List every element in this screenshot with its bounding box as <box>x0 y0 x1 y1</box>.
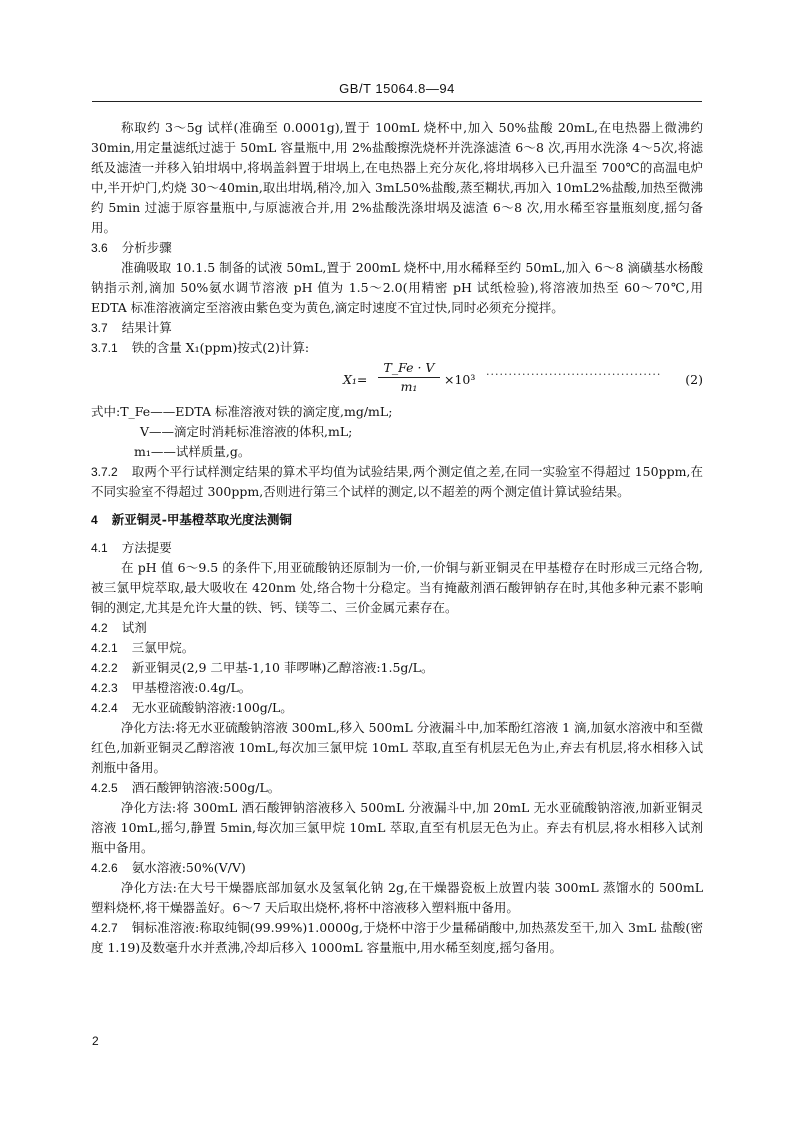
formula-numerator: T_Fe · V <box>383 360 435 375</box>
formula-leader-dots: ······································· <box>486 368 662 381</box>
definition-text: T_Fe——EDTA 标准溶液对铁的滴定度,mg/mL; <box>120 404 393 419</box>
section-3-6-heading <box>91 238 703 258</box>
section-number: 3.7 <box>91 321 108 335</box>
paragraph-method-summary: 在 pH 值 6～9.5 的条件下,用亚硫酸钠还原制为一价,一价铜与新亚铜灵在甲基橙存在时形成三元络合物,被三氯甲烷萃取,最大吸收在 420nm 处,络合物十分稳定。当有掩蔽剂酒石酸钾钠存在时,其他多种元素不影响铜的测定,尤其是允许大量的铁、钙、镁等二、三价金属元素存在。 <box>91 560 703 615</box>
section-number: 4.2 <box>91 621 108 635</box>
formula-definitions <box>91 402 703 462</box>
formula-denominator: m₁ <box>400 379 418 394</box>
section-4-2-4 <box>91 698 703 718</box>
section-text: 氨水溶液:50%(V/V) <box>131 860 246 875</box>
section-title: 方法提要 <box>121 540 172 555</box>
section-number: 4.2.3 <box>91 681 118 695</box>
definition-v: V——滴定时消耗标准溶液的体积,mL; <box>140 424 353 439</box>
section-text: 取两个平行试样测定结果的算术平均值为试验结果,两个测定值之差,在同一实验室不得超过 150ppm,在不同实验室不得超过 300ppm,否则进行第三个试样的测定,以不超差的两个测定值计算试验结果。 <box>91 464 703 499</box>
paragraph-purification-ammonia: 净化方法:在大号干燥器底部加氨水及氢氧化钠 2g,在干燥器瓷板上放置内装 300mL 蒸馏水的 500mL 塑料烧杯,将干燥器盖好。6～7 天后取出烧杯,将杯中溶液移入塑料瓶中备用。 <box>91 880 703 915</box>
section-title: 结果计算 <box>121 320 172 335</box>
section-number: 4.2.4 <box>91 701 118 715</box>
formula-2 <box>91 360 703 400</box>
section-4-2-5 <box>91 778 703 798</box>
section-number: 4.2.1 <box>91 641 118 655</box>
section-text: 甲基橙溶液:0.4g/L。 <box>131 680 252 695</box>
section-4-1-heading <box>91 538 703 558</box>
section-text: 铁的含量 X₁(ppm)按式(2)计算: <box>131 340 310 355</box>
section-number: 4 <box>91 513 98 527</box>
paragraph-sample-prep: 称取约 3～5g 试样(准确至 0.0001g),置于 100mL 烧杯中,加入 50%盐酸 20mL,在电热器上微沸约 30min,用定量滤纸过滤于 50mL 容量瓶中,用 2%盐酸擦洗烧杯并洗涤滤渣 6～8 次,再用水洗涤 4～5次,将滤纸及滤渣一并移入铂坩埚中,将埚盖斜置于坩埚上,在电热器上充分灰化,将坩埚移入已升温至 700℃的高温电炉中,半开炉门,灼烧 30～40min,取出坩埚,稍冷,加入 3mL50%盐酸,蒸至糊状,再加入 10mL2%盐酸,加热至微沸约 5min 过滤于原容量瓶中,与原滤液合并,用 2%盐酸洗涤坩埚及滤渣 6～8 次,用水稀至容量瓶刻度,摇匀备用。 <box>91 120 703 235</box>
section-text: 三氯甲烷。 <box>131 640 195 655</box>
paragraph-purification-tartrate: 净化方法:将 300mL 酒石酸钾钠溶液移入 500mL 分液漏斗中,加 20mL 无水亚硫酸钠溶液,加新亚铜灵溶液 10mL,摇匀,静置 5min,每次加三氯甲烷 10mL 萃取,直至有机层无色为止。弃去有机层,将水相移入试剂瓶中备用。 <box>91 800 703 855</box>
section-4-2-6 <box>91 858 703 878</box>
formula-fraction <box>374 360 444 395</box>
section-number: 4.1 <box>91 541 108 555</box>
section-number: 4.2.6 <box>91 861 118 875</box>
page-header: GB/T 15064.8—94 <box>339 81 455 96</box>
formula-number: (2) <box>685 372 703 387</box>
section-text: 无水亚硫酸钠溶液:100g/L。 <box>131 700 293 715</box>
paragraph-purification-sulfite: 净化方法:将无水亚硫酸钠溶液 300mL,移入 500mL 分液漏斗中,加苯酚红溶液 1 滴,加氨水溶液中和至微红色,加新亚铜灵乙醇溶液 10mL,每次加三氯甲烷 10mL 萃取,直至有机层无色为止,弃去有机层,将水相移入试剂瓶中备用。 <box>91 720 703 775</box>
section-title: 新亚铜灵-甲基橙萃取光度法测铜 <box>111 512 292 527</box>
section-3-7-2 <box>91 462 703 502</box>
section-number: 3.7.1 <box>91 341 118 355</box>
section-title: 试剂 <box>121 620 147 635</box>
section-text: 酒石酸钾钠溶液:500g/L。 <box>131 780 281 795</box>
formula-multiplier: ×10³ <box>444 372 476 387</box>
section-4-2-heading <box>91 618 703 638</box>
section-4-2-2 <box>91 658 703 678</box>
section-number: 4.2.7 <box>91 921 118 935</box>
section-number: 4.2.2 <box>91 661 118 675</box>
document-body <box>91 118 703 958</box>
section-text: 新亚铜灵(2,9 二甲基-1,10 菲啰啉)乙醇溶液:1.5g/L。 <box>131 660 434 675</box>
section-number: 3.7.2 <box>91 465 118 479</box>
section-3-7-1 <box>91 338 703 358</box>
section-4-2-7 <box>91 918 703 958</box>
definition-m1: m₁——试样质量,g。 <box>134 444 251 459</box>
section-number: 4.2.5 <box>91 781 118 795</box>
formula-lhs: X₁= <box>343 372 368 387</box>
section-3-7-heading <box>91 318 703 338</box>
page-number: 2 <box>92 1034 99 1048</box>
section-4-heading <box>91 510 703 530</box>
section-text: 铜标准溶液:称取纯铜(99.99%)1.0000g,于烧杯中溶于少量稀硝酸中,加热蒸发至干,加入 3mL 盐酸(密度 1.19)及数毫升水并煮沸,冷却后移入 1000mL 容量瓶中,用水稀至刻度,摇匀备用。 <box>91 920 703 955</box>
section-4-2-1 <box>91 638 703 658</box>
section-number: 3.6 <box>91 241 108 255</box>
header-rule <box>92 101 702 102</box>
section-4-2-3 <box>91 678 703 698</box>
definition-tfe <box>91 402 703 422</box>
section-title: 分析步骤 <box>121 240 172 255</box>
paragraph-analysis-steps: 准确吸取 10.1.5 制备的试液 50mL,置于 200mL 烧杯中,用水稀释至约 50mL,加入 6～8 滴磺基水杨酸钠指示剂,滴加 50%氨水调节溶液 pH 值为 1.5～2.0(用精密 pH 试纸检验),将溶液加热至 60～70℃,用 EDTA 标准溶液滴定至溶液由紫色变为黄色,滴定时速度不宜过快,同时必须充分搅拌。 <box>91 260 703 315</box>
fraction-bar <box>378 377 440 378</box>
definition-lead: 式中: <box>91 404 121 419</box>
